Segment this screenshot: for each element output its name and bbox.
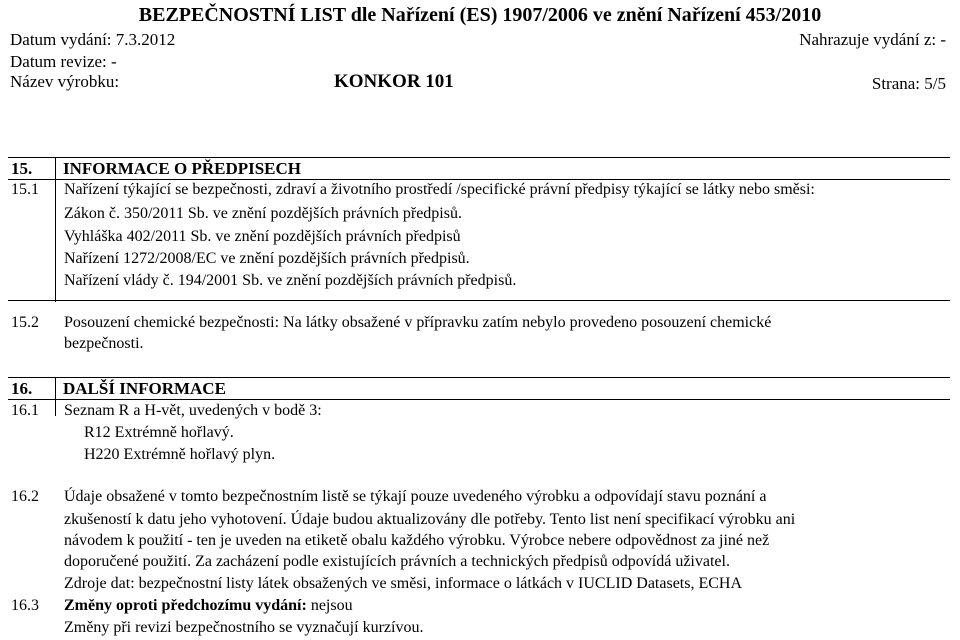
section-number: 16. [11, 379, 33, 398]
data-sources-line: Zdroje dat: bezpečnostní listy látek obsažených ve směsi, informace o látkách v IUCLID Datasets, ECHA [64, 575, 743, 592]
section-number: 15. [11, 159, 33, 178]
subsection-number: 15.2 [11, 314, 39, 331]
subsection-number: 16.1 [11, 402, 39, 419]
section-title: DALŠÍ INFORMACE [63, 379, 226, 398]
regulation-line: Nařízení vlády č. 194/2001 Sb. ve znění pozdějších právních předpisů. [64, 272, 517, 289]
disclaimer-line: doporučené použití. Za zacházení podle existujících právních a technických předpisů odpovídá uživatel. [64, 553, 730, 570]
phrase-item: H220 Extrémně hořlavý plyn. [84, 446, 276, 463]
product-name: KONKOR 101 [334, 71, 454, 92]
phrase-item: R12 Extrémně hořlavý. [84, 424, 234, 441]
page-number: Strana: 5/5 [871, 74, 946, 93]
phrases-intro: Seznam R a H-vět, uvedených v bodě 3: [64, 402, 322, 419]
product-label: Název výrobku: [10, 72, 120, 91]
replaces-issue: Nahrazuje vydání z: - [799, 30, 946, 49]
safety-assessment-line: Posouzení chemické bezpečnosti: Na látky obsažené v přípravku zatím nebylo provedeno posouzení chemické [64, 314, 772, 331]
regulation-line: Nařízení 1272/2008/EC ve znění pozdějších právních předpisů. [64, 250, 470, 267]
changes-line [64, 597, 353, 615]
subsection-number: 16.3 [11, 597, 39, 614]
divider [8, 300, 950, 301]
revision-date: Datum revize: - [10, 52, 117, 71]
safety-assessment-line: bezpečnosti. [64, 335, 144, 352]
disclaimer-line: návodem k použití - ten je uveden na etiketě obalu každého výrobku. Výrobce nebere odpovědnost za jiné než [64, 532, 770, 549]
regulation-line: Nařízení týkající se bezpečnosti, zdraví a životního prostředí /specifické právní předpisy týkající se látky nebo směsi: [64, 181, 815, 198]
regulation-line: Zákon č. 350/2011 Sb. ve znění pozdějších právních předpisů. [64, 205, 462, 222]
changes-label: Změny oproti předchozímu vydání: [64, 597, 307, 614]
column-divider [55, 378, 56, 416]
revision-note: Změny při revizi bezpečnostního se vyznačují kurzívou. [64, 619, 424, 636]
disclaimer-line: zkušeností k datu jeho vyhotovení. Údaje budou aktualizovány dle potřeby. Tento list není specifikací výrobku ani [64, 511, 796, 528]
document-title: BEZPEČNOSTNÍ LIST dle Nařízení (ES) 1907/2006 ve znění Nařízení 453/2010 [138, 4, 822, 26]
section-15-header [8, 157, 950, 180]
changes-value: nejsou [306, 597, 353, 614]
subsection-number: 16.2 [11, 488, 39, 505]
regulation-line: Vyhláška 402/2011 Sb. ve znění pozdějších právních předpisů [64, 228, 461, 245]
disclaimer-line: Údaje obsažené v tomto bezpečnostním listě se týkají pouze uvedeného výrobku a odpovídají stavu poznání a [64, 488, 767, 505]
section-16-header [8, 377, 950, 400]
column-divider [55, 158, 56, 302]
issue-date: Datum vydání: 7.3.2012 [10, 30, 176, 49]
subsection-number: 15.1 [11, 181, 39, 198]
section-title: INFORMACE O PŘEDPISECH [63, 159, 302, 178]
